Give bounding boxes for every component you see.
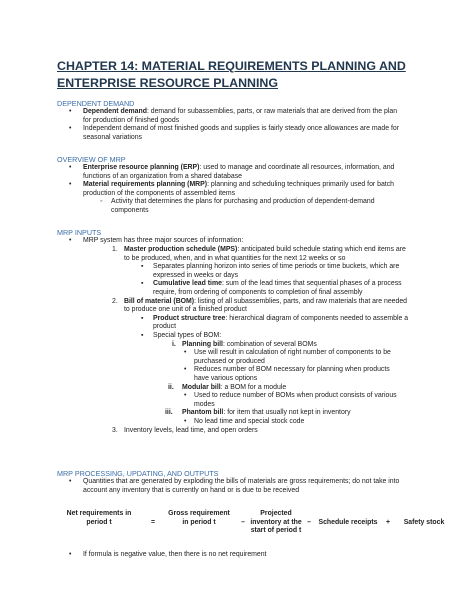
bullet: •	[69, 551, 72, 558]
formula-net-requirements: Net requirements in period t	[66, 510, 132, 526]
formula-plus-sign: +	[385, 518, 391, 526]
planning-bill-line: Planning bill: combination of several BOMs	[182, 340, 317, 348]
erp-line-1: Enterprise resource planning (ERP): used to manage and coordinate all resources, information, and	[83, 164, 395, 171]
bullet: •	[184, 366, 187, 374]
bom-line-2: to produce one unit of a finished product	[124, 306, 247, 314]
formula-gross-requirement: Gross requirement in period t	[168, 510, 230, 526]
mrp-inputs-intro: MRP system has three major sources of information:	[83, 237, 244, 244]
list-number-3: 3.	[112, 426, 118, 434]
gross-requirements-line-1: Quantities that are generated by exploding the bills of materials are gross requirements; do not take into	[83, 478, 400, 485]
special-types-of-bom: Special types of BOM:	[153, 332, 222, 339]
heading-mrp-processing: MRP PROCESSING, UPDATING, AND OUTPUTS	[57, 469, 219, 478]
bullet: •	[69, 237, 72, 244]
formula-projected-inventory: Projected inventory at the start of period t	[250, 510, 302, 535]
page-title: CHAPTER 14: MATERIAL REQUIREMENTS PLANNING AND ENTERPRISE RESOURCE PLANNING	[57, 59, 406, 90]
mrp-activity-line-1: Activity that determines the plans for purchasing and production of dependent-demand	[111, 198, 375, 206]
list-number-2: 2.	[112, 297, 118, 305]
heading-overview-of-mrp: OVERVIEW OF MRP	[57, 155, 126, 164]
square-bullet: ▪	[141, 314, 144, 322]
formula-equals-sign: =	[150, 518, 156, 526]
square-bullet: ▪	[141, 263, 144, 271]
planning-sub2-line-2: have various options	[194, 375, 258, 382]
mrp-line-2: production of the components of assembled items	[83, 189, 236, 197]
inventory-levels-line: Inventory levels, lead time, and open orders	[124, 426, 258, 434]
bullet: •	[69, 181, 72, 189]
roman-numeral-ii: ii.	[168, 383, 174, 391]
mps-sub2-line-1: Cumulative lead time: sum of the lead times that sequential phases of a process	[153, 280, 402, 288]
bullet: •	[69, 108, 72, 115]
planning-sub1-line-2: purchased or produced	[194, 357, 265, 365]
phantom-sub1-line: No lead time and special stock code	[194, 418, 305, 425]
planning-sub1-line-1: Use will result in calculation of right number of components to be	[194, 349, 391, 357]
bullet: •	[69, 164, 72, 171]
product-structure-tree-line-2: product	[153, 323, 176, 331]
erp-line-2: functions of an organization from a shared database	[83, 172, 242, 180]
mps-sub1-line-1: Separates planning horizon into series of time periods or time buckets, which are	[153, 263, 400, 271]
formula-minus-sign-2: –	[307, 518, 311, 526]
phantom-bill-line: Phantom bill: for item that usually not kept in inventory	[182, 409, 351, 417]
independent-demand-line-1: Independent demand of most finished goods and supplies is fairly steady once allowances are made for	[83, 125, 400, 133]
formula-minus-sign-1: –	[241, 518, 245, 526]
product-structure-tree-line-1: Product structure tree: hierarchical diagram of components needed to assemble a	[153, 314, 409, 322]
heading-mrp-inputs: MRP INPUTS	[57, 228, 102, 237]
negative-value-note: If formula is negative value, then there is no net requirement	[83, 551, 267, 558]
bom-line-1: Bill of material (BOM): listing of all subassemblies, parts, and raw materials that are needed	[124, 297, 408, 305]
mrp-line-1: Material requirements planning (MRP): planning and scheduling techniques primarily used for batch	[83, 181, 394, 189]
heading-dependent-demand: DEPENDENT DEMAND	[57, 99, 135, 108]
list-number-1: 1.	[112, 246, 118, 253]
circle-bullet: ◦	[100, 198, 103, 206]
independent-demand-line-2: seasonal variations	[83, 133, 142, 141]
square-bullet: ▪	[141, 280, 144, 288]
bullet: •	[184, 418, 187, 425]
bullet: •	[184, 349, 187, 357]
planning-sub2-line-1: Reduces number of BOM necessary for planning when products	[194, 366, 390, 374]
roman-numeral-iii: iii.	[165, 409, 173, 417]
formula-safety-stock: Safety stock	[403, 518, 445, 526]
dependent-demand-line-1: Dependent demand: demand for subassemblies, parts, or raw materials that are derived from the plan	[83, 108, 398, 115]
gross-requirements-line-2: account any inventory that is currently on hand or is due to be received	[83, 486, 300, 494]
modular-bill-line: Modular bill: a BOM for a module	[182, 383, 287, 391]
bullet: •	[184, 392, 187, 400]
mps-sub2-line-2: require, from ordering of components to completion of final assembly	[153, 289, 363, 296]
mps-line-1: Master production schedule (MPS): anticipated build schedule stating which end items are	[124, 246, 406, 253]
mrp-activity-line-2: components	[111, 207, 149, 214]
roman-numeral-i: i.	[172, 340, 176, 348]
dependent-demand-line-2: for production of finished goods	[83, 116, 180, 124]
bullet: •	[69, 125, 72, 133]
mps-line-2: to be produced, when, and in what quantities for the next 12 weeks or so	[124, 254, 346, 262]
modular-sub1-line-1: Used to reduce number of BOMs when product consists of various	[194, 392, 397, 400]
mps-sub1-line-2: expressed in weeks or days	[153, 271, 239, 279]
bullet: •	[69, 478, 72, 485]
modular-sub1-line-2: modes	[194, 400, 215, 408]
formula-schedule-receipts: Schedule receipts	[318, 518, 378, 526]
square-bullet: ▪	[141, 332, 144, 339]
